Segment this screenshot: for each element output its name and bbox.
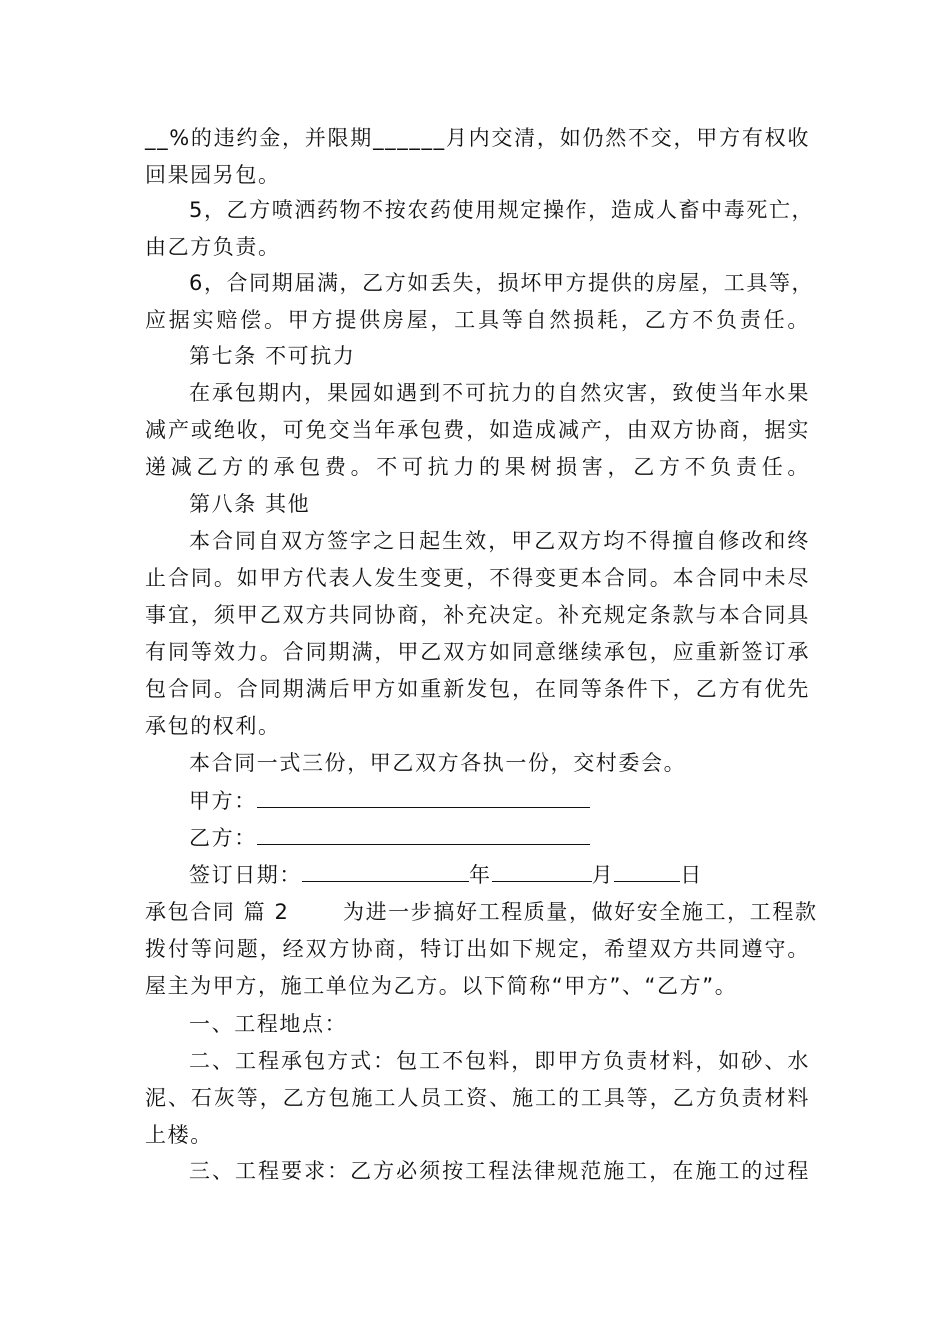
party-a-line <box>189 782 810 819</box>
party-b-label: 乙方： <box>189 826 257 850</box>
text-line: 二、工程承包方式：包工不包料，即甲方负责材料，如砂、水 <box>189 1049 810 1073</box>
text-line: 本合同自双方签字之日起生效，甲乙双方均不得擅自修改和终 <box>189 529 810 553</box>
text-line: 承包合同 篇 2 为进一步搞好工程质量，做好安全施工，工程款 <box>145 900 818 924</box>
text-line: 拨付等问题，经双方协商，特订出如下规定，希望双方共同遵守。 <box>145 937 810 961</box>
text-line: 减产或绝收，可免交当年承包费，如造成减产，由双方协商，据实 <box>145 418 810 442</box>
text-line: 本合同一式三份，甲乙双方各执一份，交村委会。 <box>189 751 687 775</box>
day-blank <box>614 856 680 882</box>
section-heading: 一、工程地点： <box>189 1012 348 1036</box>
month-label: 月 <box>591 863 615 887</box>
text-line: 递减乙方的承包费。不可抗力的果树损害，乙方不负责任。 <box>145 455 810 479</box>
text-line: 承包的权利。 <box>145 714 281 738</box>
text-line: 屋主为甲方，施工单位为乙方。以下简称“甲方”、“乙方”。 <box>145 974 738 998</box>
text-line: 上楼。 <box>145 1123 213 1147</box>
text-line: 有同等效力。合同期满，甲乙双方如同意继续承包，应重新签订承 <box>145 640 810 664</box>
text-line: 由乙方负责。 <box>145 235 281 259</box>
month-blank <box>492 856 592 882</box>
sign-date-line <box>189 856 810 893</box>
text-line: 事宜，须甲乙双方共同协商，补充决定。补充规定条款与本合同具 <box>145 603 810 627</box>
party-a-label: 甲方： <box>189 789 257 813</box>
party-b-line <box>189 819 810 856</box>
party-b-blank <box>257 819 590 845</box>
section-heading: 第七条 不可抗力 <box>189 344 356 368</box>
text-line: 6，合同期届满，乙方如丢失，损坏甲方提供的房屋，工具等， <box>189 271 815 295</box>
party-a-blank <box>257 782 590 808</box>
text-line: 止合同。如甲方代表人发生变更，不得变更本合同。本合同中未尽 <box>145 566 810 590</box>
year-label: 年 <box>469 863 492 887</box>
text-line: 应据实赔偿。甲方提供房屋，工具等自然损耗，乙方不负责任。 <box>145 308 810 332</box>
section-heading: 第八条 其他 <box>189 492 311 516</box>
day-label: 日 <box>680 863 703 887</box>
year-blank <box>302 856 469 882</box>
text-line: 三、工程要求：乙方必须按工程法律规范施工，在施工的过程 <box>189 1159 810 1183</box>
sign-date-label: 签订日期： <box>189 863 302 887</box>
text-line: 5，乙方喷洒药物不按农药使用规定操作，造成人畜中毒死亡， <box>189 198 815 222</box>
text-line: 泥、石灰等，乙方包施工人员工资、施工的工具等，乙方负责材料 <box>145 1086 810 1110</box>
text-line: 在承包期内，果园如遇到不可抗力的自然灾害，致使当年水果 <box>189 381 810 405</box>
text-line: 包合同。合同期满后甲方如重新发包，在同等条件下，乙方有优先 <box>145 677 810 701</box>
text-line: 回果园另包。 <box>145 163 281 187</box>
text-line: __%的违约金，并限期______月内交清，如仍然不交，甲方有权收 <box>145 126 810 150</box>
